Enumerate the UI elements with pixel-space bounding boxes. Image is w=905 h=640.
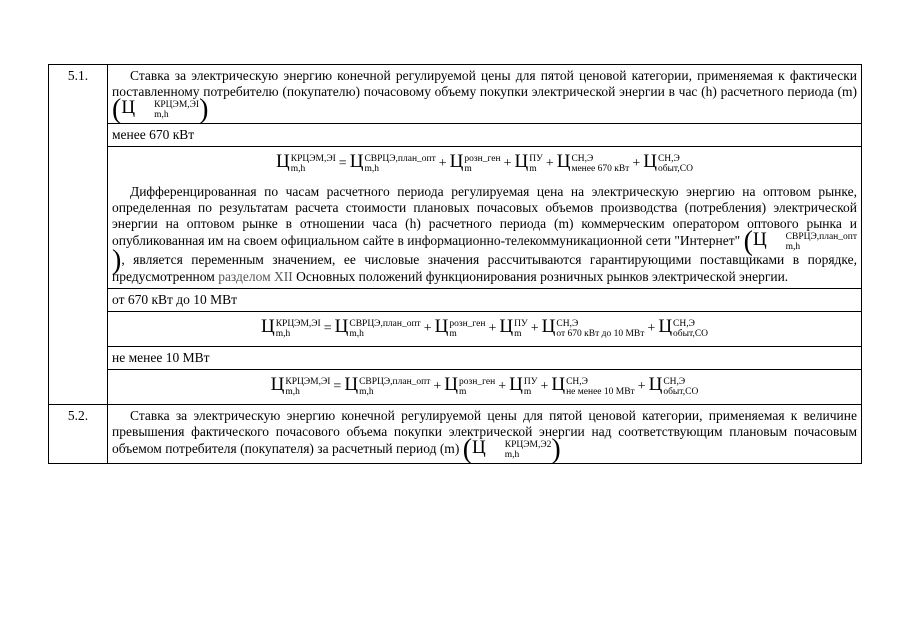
symbol-superscript: СВРЦЭ,план_опт [359,376,431,387]
symbol-subscript: обыт,СО [663,386,699,397]
symbol-base: Ц [541,316,556,338]
section-row [49,65,862,124]
symbol-indices [566,377,635,397]
symbol-base: Ц [509,374,523,396]
symbol-base: Ц [121,97,136,119]
operator: = [338,156,347,172]
tariff-table [48,64,862,464]
symbol-indices [136,100,199,120]
symbol-subscript: m [529,164,537,174]
explanation-text: , является переменным значением, ее числовые значения рассчитываются гарантирующими поставщиками в порядке, предусмотренном [112,252,857,284]
price-symbol [270,374,331,397]
bracketed-symbol [462,433,561,465]
symbol-subscript: от 670 кВт до 10 МВт [556,328,645,339]
symbol-superscript: СВРЦЭ,план_опт [785,232,857,242]
formula-row [49,369,862,404]
symbol-base: Ц [276,151,290,173]
symbol-superscript: ПУ [514,318,528,329]
symbol-indices [556,319,644,339]
symbol-superscript: КРЦЭМ,ЭI [275,318,321,329]
section-title [108,404,862,463]
operator: + [647,321,656,337]
formula-cell [108,147,862,289]
symbol-superscript: СН,Э [566,376,588,387]
operator: + [632,156,641,172]
symbol-indices [673,319,708,339]
subsection-heading: от 670 кВт до 10 МВт [108,288,862,311]
symbol-base: Ц [344,374,359,396]
symbol-subscript: менее 670 кВт [571,164,630,174]
symbol-superscript: СН,Э [657,154,680,164]
price-symbol [121,97,200,120]
symbol-subscript: m,h [154,110,169,120]
section-reference-link[interactable]: разделом XII [218,268,293,284]
section-number: 5.2. [49,404,108,463]
left-paren: ( [112,94,122,125]
symbol-subscript: не менее 10 МВт [566,386,635,397]
symbol-subscript: m,h [504,449,520,460]
symbol-indices [449,319,485,339]
formula-cell [108,311,862,346]
subsection-heading: не менее 10 МВт [108,346,862,369]
symbol-base: Ц [434,316,449,338]
symbol-indices [571,154,629,174]
symbol-superscript: СН,Э [673,318,695,329]
symbol-superscript: СВРЦЭ,план_опт [349,318,421,329]
price-symbol [449,151,501,174]
symbol-base: Ц [551,374,566,396]
right-paren: ) [199,94,209,125]
symbol-superscript: КРЦЭМ,Э2 [504,439,552,450]
price-symbol [260,316,321,339]
symbol-indices [464,154,500,174]
price-symbol [509,374,538,397]
symbol-indices [768,232,857,252]
symbol-indices [459,377,495,397]
formula [112,150,857,178]
explanation-text: Дифференцированная по часам расчетного периода регулируемая цена на электрическую энергию на оптовом рынке, определенная по результатам расчета стоимости плановых почасовых объемов производства (потребления) электрической энергии на оптовом рынке в отношении часа (h) расчетного периода (m) коммерческим оператором оптового рынка и опубликованная им на своем официальном сайте в информационно-телекоммуникационной сети "Интернет" [112,184,857,249]
symbol-indices [487,440,552,460]
price-symbol [752,229,857,252]
operator: + [433,379,442,395]
price-symbol [434,316,486,339]
symbol-subscript: m,h [359,386,374,397]
symbol-base: Ц [556,151,571,173]
symbol-subscript: m [464,164,472,174]
operator: + [423,321,432,337]
symbol-subscript: обыт,СО [657,164,693,174]
symbol-base: Ц [658,316,673,338]
left-paren: ( [462,433,473,465]
symbol-base: Ц [260,316,275,338]
operator: + [498,379,507,395]
price-symbol [541,316,645,339]
symbol-superscript: СН,Э [571,154,594,164]
symbol-subscript: m,h [285,386,300,397]
explanation-paragraph [112,184,857,285]
price-symbol [551,374,635,397]
symbol-base: Ц [334,316,349,338]
price-symbol [349,151,436,174]
operator: + [438,156,447,172]
symbol-superscript: СН,Э [556,318,579,329]
section-text: Ставка за электрическую энергию конечной регулируемой цены для пятой ценовой категории, применяемая к величине превышения фактического почасового объема покупки электрической энергии над соответствующим плановым почасовым объемом потребителя (покупателя) за расчетный период (m) [112,407,857,456]
symbol-base: Ц [752,229,767,251]
price-symbol [444,374,496,397]
symbol-superscript: розн_ген [459,376,496,387]
symbol-indices [285,377,330,397]
symbol-subscript: m,h [785,242,801,252]
section-text: Ставка за электрическую энергию конечной регулируемой цены для пятой ценовой категории, применяемая к фактически поставленному потребителю (покупателю) почасовому объему покупки электрической энергии в час (h) расчетного периода (m) [112,68,857,99]
price-symbol [499,316,528,339]
operator: + [637,379,646,395]
symbol-subscript: m,h [275,328,291,339]
price-symbol [472,437,552,460]
section-row [49,404,862,463]
symbol-superscript: КРЦЭМ,ЭI [290,154,336,164]
symbol-subscript: обыт,СО [673,328,709,339]
symbol-superscript: ПУ [523,376,538,387]
operator: + [503,156,512,172]
symbol-indices [359,377,430,397]
formula-row [49,147,862,289]
subsection-row [49,346,862,369]
operator: + [540,379,549,395]
price-symbol [344,374,431,397]
formula-cell [108,369,862,404]
formula [112,373,857,401]
symbol-subscript: m,h [364,164,379,174]
symbol-indices [514,319,528,339]
symbol-indices [529,154,543,174]
symbol-indices [291,154,336,174]
symbol-base: Ц [472,437,486,458]
section-number: 5.1. [49,65,108,405]
symbol-indices [276,319,321,339]
price-symbol [643,151,693,174]
symbol-subscript: m,h [349,328,364,339]
symbol-base: Ц [643,151,657,173]
symbol-subscript: m [523,386,532,397]
right-paren: ) [551,433,561,465]
section-title [108,65,862,124]
subsection-heading: менее 670 кВт [108,124,862,147]
operator: = [333,379,342,395]
price-symbol [648,374,699,397]
symbol-superscript: розн_ген [464,154,501,164]
symbol-superscript: ПУ [529,154,543,164]
left-paren: ( [743,226,753,257]
symbol-superscript: КРЦЭМ,ЭI [154,100,200,110]
symbol-base: Ц [270,374,285,396]
price-symbol [334,316,421,339]
symbol-base: Ц [444,374,459,396]
price-symbol [556,151,630,174]
price-symbol [276,151,336,174]
symbol-base: Ц [514,151,529,173]
symbol-subscript: m,h [290,164,306,174]
symbol-indices [349,319,420,339]
symbol-base: Ц [449,151,464,173]
bracketed-symbol [112,94,209,125]
explanation-text: Основных положений функционирования розничных рынков электрической энергии. [296,268,789,284]
symbol-indices [364,154,435,174]
symbol-superscript: розн_ген [449,318,486,329]
symbol-superscript: СН,Э [663,376,686,387]
operator: = [323,321,332,337]
right-paren: ) [112,244,122,276]
symbol-base: Ц [499,316,514,338]
symbol-indices [663,377,698,397]
symbol-indices [524,377,538,397]
subsection-row [49,288,862,311]
symbol-subscript: m [449,328,457,339]
formula [112,315,857,343]
operator: + [530,321,539,337]
symbol-superscript: КРЦЭМ,ЭI [285,376,331,387]
subsection-row [49,124,862,147]
symbol-subscript: m [514,328,522,339]
operator: + [545,156,554,172]
symbol-superscript: СВРЦЭ,план_опт [364,154,436,164]
symbol-subscript: m [459,386,467,397]
symbol-indices [658,154,693,174]
price-symbol [514,151,543,174]
operator: + [488,321,497,337]
symbol-base: Ц [648,374,663,396]
formula-row [49,311,862,346]
price-symbol [658,316,709,339]
symbol-base: Ц [349,151,364,173]
